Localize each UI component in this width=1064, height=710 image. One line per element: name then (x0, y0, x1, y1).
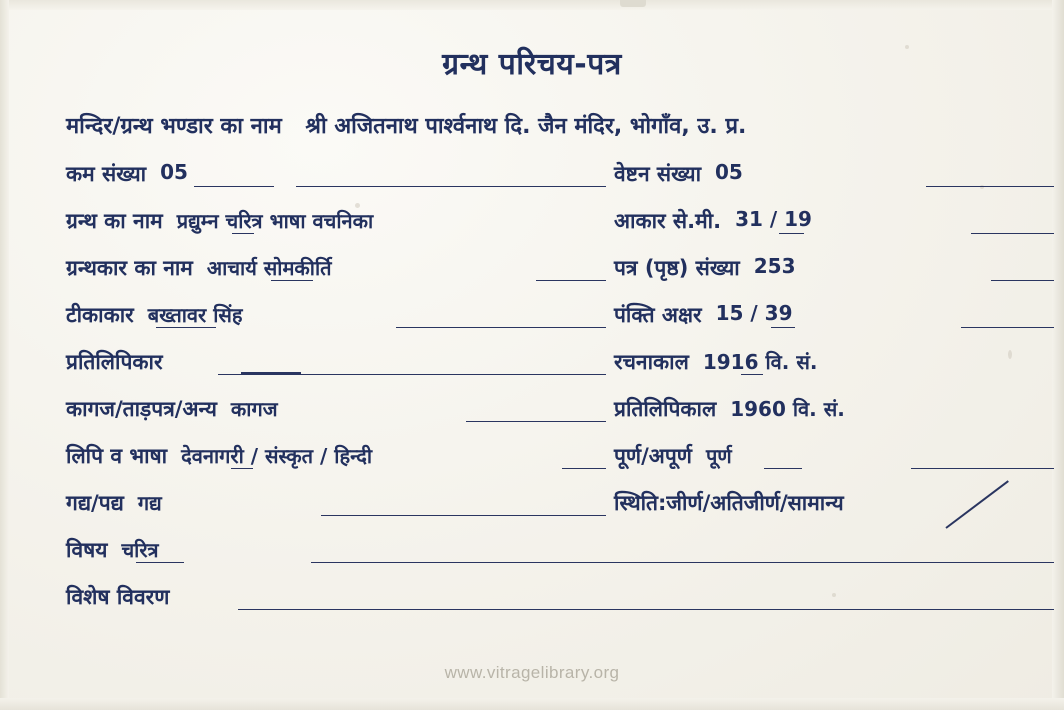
field-rule (466, 421, 606, 422)
field-value: कागज (230, 397, 278, 421)
field-value: चरित्र (121, 538, 159, 562)
field-granthkar-ka-naam (66, 254, 606, 282)
field-rule (238, 609, 1054, 610)
field-value: 05 (715, 160, 743, 184)
field-value: प्रद्युम्न चरित्र भाषा वचनिका (176, 209, 374, 233)
field-rule (536, 280, 606, 281)
field-label: स्थिति:जीर्ण/अतिजीर्ण/सामान्य (614, 491, 844, 515)
field-label: गद्य/पद्य (66, 491, 124, 515)
field-vishay (66, 536, 606, 564)
field-label: आकार से.मी. (614, 209, 722, 233)
temple-name-value: श्री अजितनाथ पार्श्वनाथ दि. जैन मंदिर, भोगाँव, उ. प्र. (305, 114, 747, 139)
field-label: ग्रन्थ का नाम (66, 209, 163, 233)
field-pankti-akshar (614, 301, 1054, 329)
field-patra-sankhya (614, 254, 1054, 282)
field-label: विशेष विवरण (66, 585, 170, 609)
paper-edge-bottom (0, 698, 1064, 710)
field-value: 15 / 39 (715, 301, 793, 325)
field-rule (961, 327, 1054, 328)
field-granth-ka-naam (66, 207, 606, 235)
form-row (66, 536, 1046, 583)
field-label: पंक्ति अक्षर (614, 303, 702, 327)
field-rule (321, 515, 606, 516)
field-rule (232, 233, 254, 234)
temple-name-row (66, 110, 1040, 140)
field-value: 31 / 19 (735, 207, 812, 231)
field-label: वेष्टन संख्या (614, 162, 702, 186)
field-rule (156, 327, 216, 328)
field-sthiti (614, 489, 1054, 517)
form-row (66, 254, 1046, 301)
field-value: 1916 वि. सं. (702, 350, 818, 374)
field-pratilipikal (614, 395, 1054, 423)
field-kram-sankhya (66, 160, 606, 188)
field-rule (779, 233, 804, 234)
field-veshtan-sankhya (614, 160, 1054, 188)
field-purna-apurna (614, 442, 1054, 470)
field-rule (771, 327, 795, 328)
field-label: पूर्ण/अपूर्ण (614, 444, 692, 468)
field-pratilipikar (66, 348, 606, 376)
field-rule (562, 468, 606, 469)
watermark: www.vitragelibrary.org (444, 663, 620, 682)
field-value: बख्तावर सिंह (147, 303, 243, 327)
field-label: प्रतिलिपिकार (66, 350, 163, 374)
field-label: रचनाकाल (614, 350, 689, 374)
field-rule (218, 374, 606, 375)
field-rule (296, 186, 606, 187)
form-row (66, 583, 1046, 630)
field-rule (926, 186, 1054, 187)
field-gadya-padya (66, 489, 606, 517)
field-kagaz-tadpatra-anya (66, 395, 606, 423)
field-rule (136, 562, 184, 563)
field-label: प्रतिलिपिकाल (614, 397, 717, 421)
field-rule (911, 468, 1054, 469)
form-row (66, 207, 1046, 254)
form-row (66, 348, 1046, 395)
field-rule (231, 468, 253, 469)
field-value: आचार्य सोमकीर्ति (206, 256, 332, 280)
field-label: विषय (66, 538, 108, 562)
field-rule (971, 233, 1054, 234)
field-label: लिपि व भाषा (66, 444, 168, 468)
field-rule (194, 186, 274, 187)
field-tikakar (66, 301, 606, 329)
field-value: 253 (753, 254, 796, 278)
field-rule (991, 280, 1054, 281)
field-rachnakal (614, 348, 1054, 376)
field-pen-mark (241, 372, 301, 374)
paper-edge-top (0, 0, 1064, 10)
form-fields (66, 160, 1046, 630)
field-label: पत्र (पृष्ठ) संख्या (614, 256, 740, 280)
field-value: देवनागरी / संस्कृत / हिन्दी (181, 444, 373, 468)
field-rule (271, 280, 313, 281)
page-title: ग्रन्थ परिचय-पत्र (442, 47, 622, 82)
paper-edge-left (0, 0, 9, 710)
field-aakaar-sentimeter (614, 207, 1054, 235)
field-lipi-va-bhasha (66, 442, 606, 470)
field-value: गद्य (137, 491, 162, 515)
field-rule (396, 327, 606, 328)
field-rule (311, 562, 1054, 563)
form-row (66, 489, 1046, 536)
field-label: ग्रन्थकार का नाम (66, 256, 193, 280)
form-row (66, 442, 1046, 489)
paper-notch (620, 0, 646, 7)
temple-name-label: मन्दिर/ग्रन्थ भण्डार का नाम (66, 114, 282, 139)
field-value: पूर्ण (705, 444, 732, 468)
form-row (66, 301, 1046, 348)
field-rule (764, 468, 802, 469)
form-row (66, 160, 1046, 207)
field-label: कम संख्या (66, 162, 147, 186)
field-vishesh-vivaran (66, 583, 1054, 611)
field-value: 1960 वि. सं. (730, 397, 845, 421)
field-value: 05 (160, 160, 188, 184)
field-rule (741, 374, 763, 375)
field-label: टीकाकार (66, 303, 134, 327)
field-label: कागज/ताड़पत्र/अन्य (66, 397, 217, 421)
form-row (66, 395, 1046, 442)
